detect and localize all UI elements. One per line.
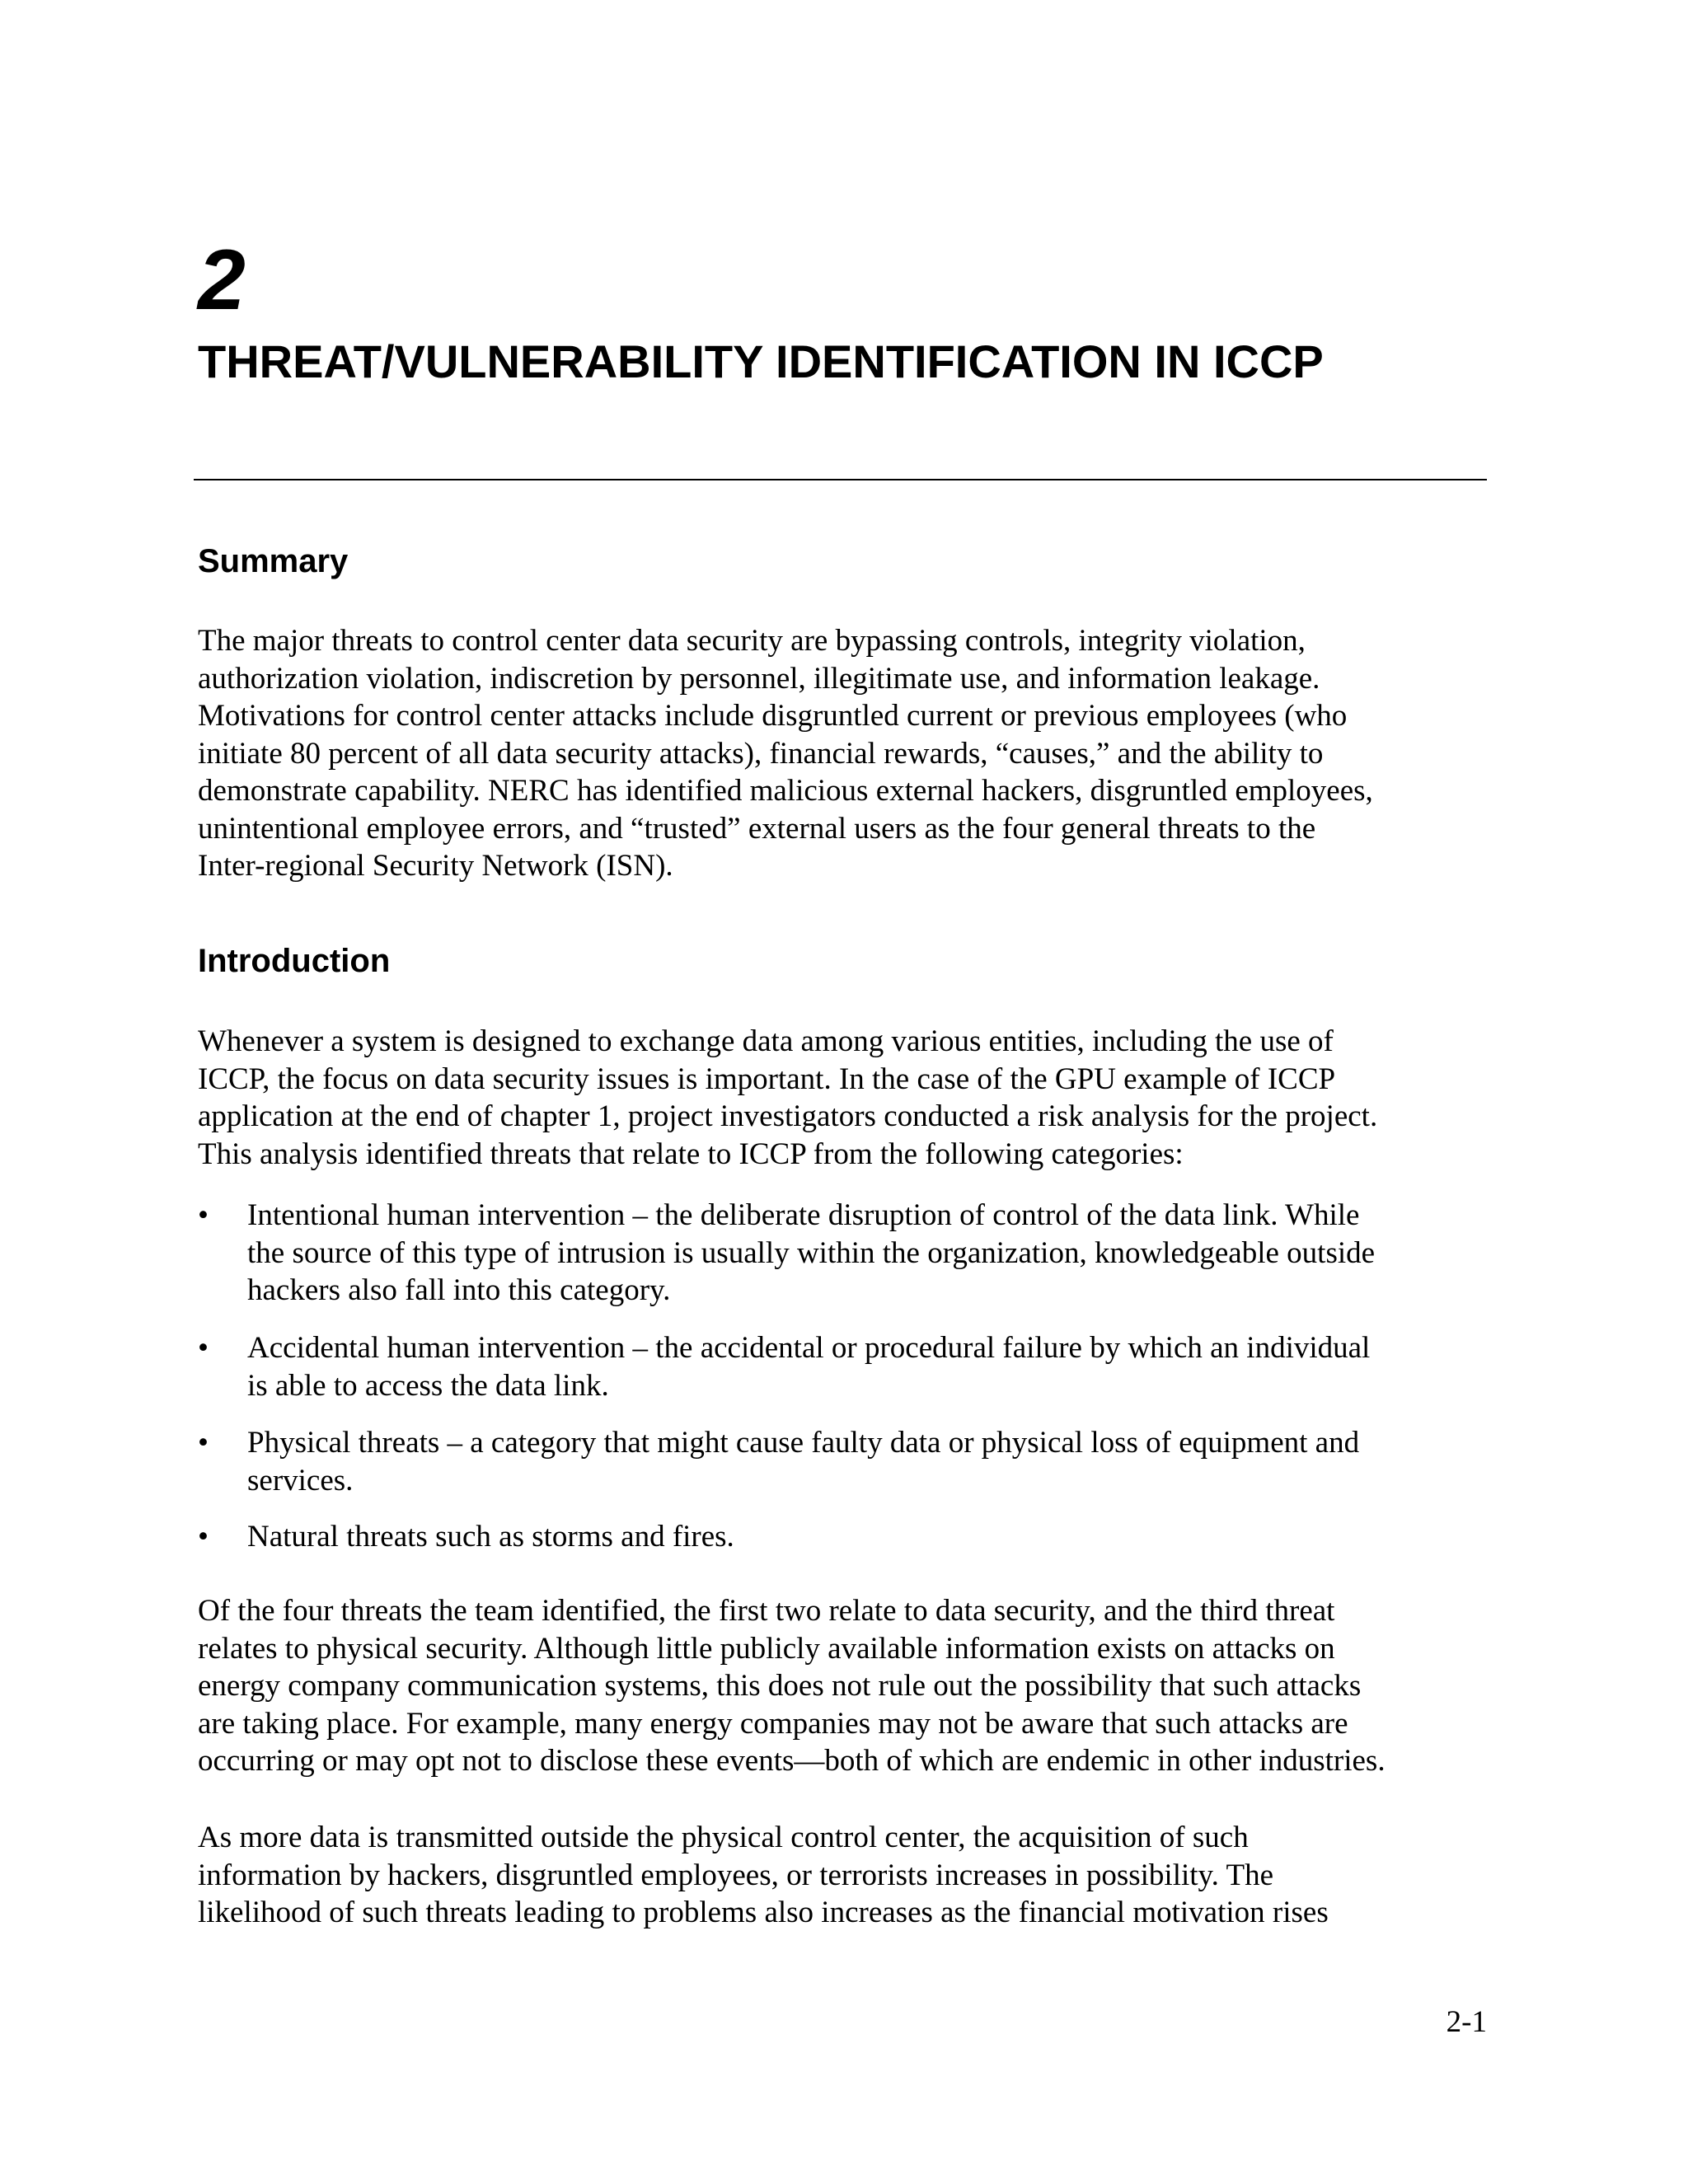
paragraph-line: relates to physical security. Although little publicly available information exists on attacks on (198, 1631, 1335, 1666)
chapter-title: THREAT/VULNERABILITY IDENTIFICATION IN ICCP (198, 335, 1324, 387)
paragraph-line: likelihood of such threats leading to problems also increases as the financial motivation rises (198, 1896, 1329, 1929)
threats-paragraph (198, 1592, 1489, 1780)
bullet-text (247, 1197, 1375, 1310)
summary-line: Motivations for control center attacks include disgruntled current or previous employees (who (198, 699, 1348, 733)
bullet-line: Physical threats – a category that might cause faulty data or physical loss of equipment and (247, 1426, 1360, 1460)
bullet-text (247, 1329, 1370, 1404)
summary-line: Inter-regional Security Network (ISN). (198, 849, 673, 883)
bullet-marker: • (198, 1426, 209, 1460)
page-number: 2-1 (1446, 2005, 1487, 2039)
summary-paragraph (198, 622, 1489, 885)
bullet-line: services. (247, 1463, 354, 1497)
summary-heading: Summary (198, 543, 349, 579)
summary-line: The major threats to control center data security are bypassing controls, integrity violation, (198, 624, 1306, 658)
paragraph-line: are taking place. For example, many energy companies may not be aware that such attacks are (198, 1706, 1348, 1741)
bullet-marker: • (198, 1331, 209, 1365)
bullet-text (247, 1424, 1359, 1499)
paragraph-line: As more data is transmitted outside the physical control center, the acquisition of such (198, 1821, 1249, 1854)
bullet-text (247, 1518, 734, 1556)
paragraph-line: Of the four threats the team identified, the first two relate to data security, and the third threat (198, 1594, 1335, 1628)
introduction-line: Whenever a system is designed to exchange data among various entities, including the use of (198, 1024, 1334, 1058)
introduction-line: application at the end of chapter 1, project investigators conducted a risk analysis for the project. (198, 1099, 1378, 1133)
bullet-line: Natural threats such as storms and fires. (247, 1520, 734, 1554)
paragraph-line: information by hackers, disgruntled employees, or terrorists increases in possibility. The (198, 1858, 1273, 1892)
bullet-line: the source of this type of intrusion is usually within the organization, knowledgeable outside (247, 1235, 1376, 1270)
chapter-number: 2 (198, 232, 246, 328)
summary-line: initiate 80 percent of all data security attacks), financial rewards, “causes,” and the ability to (198, 736, 1324, 771)
summary-line: authorization violation, indiscretion by personnel, illegitimate use, and information leakage. (198, 661, 1320, 696)
introduction-line: This analysis identified threats that relate to ICCP from the following categories: (198, 1137, 1184, 1171)
paragraph-line: energy company communication systems, this does not rule out the possibility that such attacks (198, 1669, 1362, 1703)
paragraph-line: occurring or may opt not to disclose these events—both of which are endemic in other industries. (198, 1744, 1386, 1778)
bullet-marker: • (198, 1520, 209, 1554)
data-transmission-paragraph (198, 1819, 1489, 1932)
bullet-marker: • (198, 1198, 209, 1232)
bullet-line: Intentional human intervention – the deliberate disruption of control of the data link. While (247, 1198, 1360, 1232)
chapter-divider (194, 479, 1487, 480)
bullet-line: is able to access the data link. (247, 1368, 609, 1403)
introduction-line: ICCP, the focus on data security issues is important. In the case of the GPU example of ICCP (198, 1062, 1336, 1096)
bullet-line: Accidental human intervention – the accidental or procedural failure by which an individual (247, 1331, 1371, 1365)
bullet-line: hackers also fall into this category. (247, 1273, 671, 1307)
summary-line: demonstrate capability. NERC has identified malicious external hackers, disgruntled employees, (198, 774, 1373, 808)
introduction-paragraph (198, 1023, 1489, 1173)
summary-line: unintentional employee errors, and “trusted” external users as the four general threats to the (198, 811, 1316, 846)
introduction-heading: Introduction (198, 943, 391, 979)
